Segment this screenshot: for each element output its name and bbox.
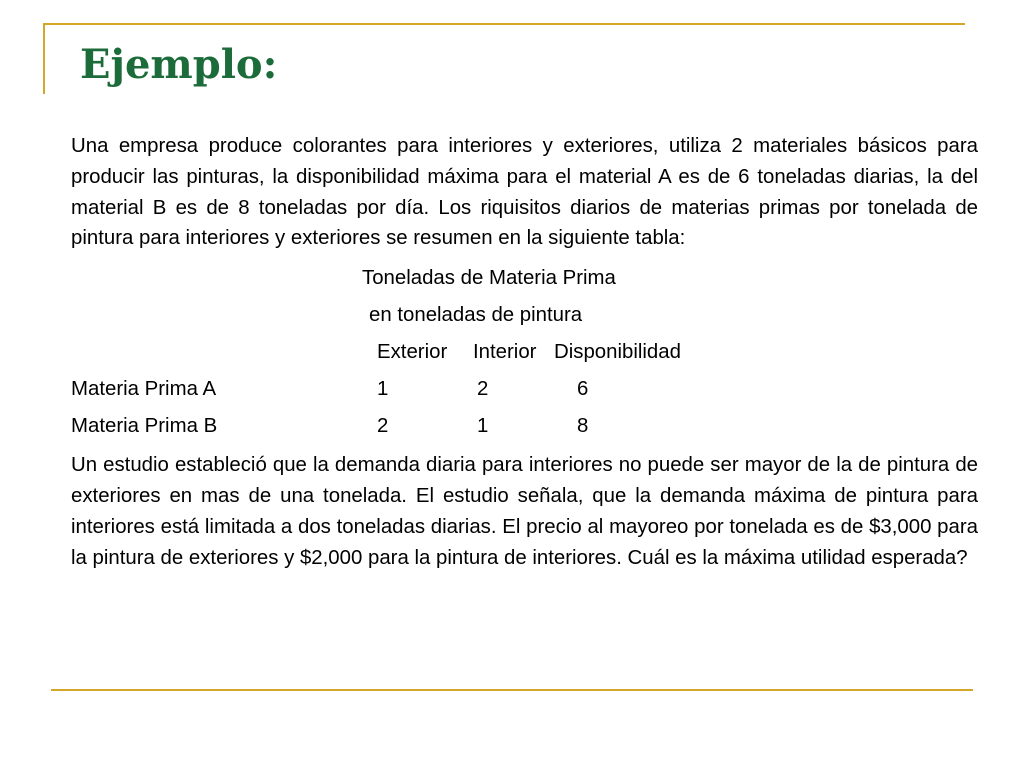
column-header-exterior: Exterior	[377, 341, 448, 364]
slide-body	[71, 131, 978, 573]
cell-interior: 2	[477, 378, 489, 401]
table-row	[71, 408, 978, 445]
table-row	[71, 371, 978, 408]
table-header-subtitle: en toneladas de pintura	[369, 304, 583, 327]
cell-interior: 1	[477, 415, 489, 438]
frame-left-rule	[43, 23, 45, 94]
table-header-title: Toneladas de Materia Prima	[362, 267, 616, 290]
frame-top-rule	[43, 23, 965, 25]
table-header-line-1	[71, 260, 978, 297]
cell-disponibilidad: 6	[577, 378, 589, 401]
row-label: Materia Prima B	[71, 415, 218, 438]
frame-bottom-rule	[51, 689, 973, 691]
table-header-line-2	[71, 297, 978, 334]
table-column-headers	[71, 334, 978, 371]
row-label: Materia Prima A	[71, 378, 217, 401]
column-header-disponibilidad: Disponibilidad	[554, 341, 681, 364]
intro-paragraph: Una empresa produce colorantes para interiores y exteriores, utiliza 2 materiales básicos para producir las pinturas, la disponibilidad máxima para el material A es de 6 toneladas diarias, la del material B es de 8 toneladas por día. Los riquisitos diarios de materias primas por tonelada de pintura para interiores y exteriores se resumen en la siguiente tabla:	[71, 135, 978, 250]
cell-disponibilidad: 8	[577, 415, 589, 438]
column-header-interior: Interior	[473, 341, 537, 364]
slide-title: Ejemplo:	[80, 41, 278, 88]
cell-exterior: 2	[377, 415, 389, 438]
conclusion-paragraph: Un estudio estableció que la demanda diaria para interiores no puede ser mayor de la de pintura de exteriores en mas de una tonelada. El estudio señala, que la demanda máxima de pintura para interiores está limitada a dos toneladas diarias. El precio al mayoreo por tonelada es de $3,000 para la pintura de exteriores y $2,000 para la pintura de interiores. Cuál es la máxima utilidad esperada?	[71, 454, 978, 569]
cell-exterior: 1	[377, 378, 389, 401]
